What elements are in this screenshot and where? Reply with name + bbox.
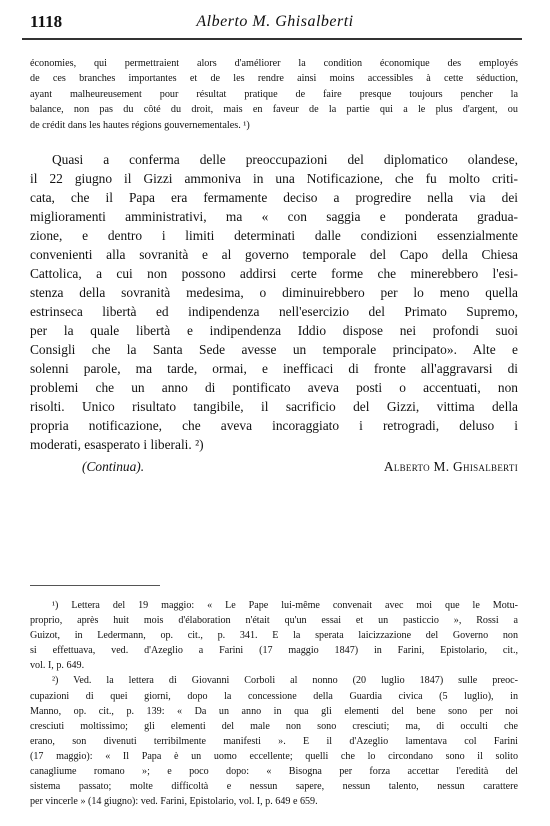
text-line: moderati, esasperato i liberali. ²) (30, 437, 204, 452)
text-line: Consigli che la Santa Sede avesse un temporale principato». Alte e (30, 342, 518, 357)
text-line: de ces branches importantes et de les rendre ainsi moins accessibles à cette séduction, (30, 73, 518, 85)
page-header (30, 12, 520, 36)
text-line: de crédit dans les hautes régions gouvernementales. ¹) (30, 119, 250, 131)
continua-label: (Continua). (82, 459, 145, 474)
footnotes (30, 598, 518, 809)
text-line: miglioramenti amministrativi, ma « con saggia e ponderata gradua- (30, 209, 518, 224)
text-line: problemi che un anno di pontificato aveva posti o accentuati, non (30, 380, 518, 395)
footnote-line: si effettuava, ved. d'Azeglio a Farini (17 maggio 1847) in Farini, Epistolario, cit., (30, 645, 518, 657)
footnote-line: vol. I, p. 649. (30, 660, 85, 672)
footnote-line: proprio, après huit mois d'élaboration n'était qu'un essai et un pasticcio », Rossi a (30, 615, 518, 627)
text-line: solenni parole, ma tarde, ormai, e inefficaci di fronte all'aggravarsi di (30, 361, 518, 376)
text-line: zione, e dentro i limiti determinati dalle condizioni essenzialmente (30, 228, 518, 243)
footnote-line: ¹) Lettera del 19 maggio: « Le Pape lui-même convenait avec moi que le Motu- (52, 600, 518, 611)
top-paragraph (30, 56, 518, 133)
footnote-line: cupazioni di quei giorni, dopo la concessione della Guardia civica (5 luglio), in (30, 690, 518, 702)
footnote-line: erano, son divenuti terribilmente manifesti ». E il d'Azeglio lamentava col Farini (30, 735, 518, 747)
text-line: balance, non pas du côté du droit, mais en faveur de la partie qui a le plus d'argent, ou (30, 104, 518, 116)
footnote-line: (17 maggio): « Il Papa è un uomo eccellente; quelli che lo circondano sono il solito (30, 750, 518, 762)
footnote-line: Guizot, in Ledermann, op. cit., p. 341. E la sperata laicizzazione del Governo non (30, 630, 518, 642)
text-line: Quasi a conferma delle preoccupazioni del diplomatico olandese, (52, 152, 518, 167)
text-line: risolti. Unico risultato tangibile, il sacrificio del Gizzi, vittima della (30, 399, 518, 414)
footnote-rule (30, 585, 160, 586)
text-line: propria notificazione, che aveva incoraggiato i retrogradi, deluso i (30, 418, 518, 433)
main-paragraph (30, 150, 518, 454)
text-line: convenienti alla sovranità e al governo temporale del Capo della Chiesa (30, 247, 518, 262)
footnote-line: cresciuti moltissimo; gli elementi del male non sono cresciuti; ma, di occulti che (30, 720, 518, 732)
signature-line (82, 459, 518, 475)
text-line: ayant malheureusement pour résultat pratique de faire presque toujours pencher la (30, 88, 518, 100)
text-line: cata, che il Papa era fermamente deciso a progredire nella via dei (30, 190, 518, 205)
header-rule (22, 38, 522, 40)
footnote-line: per vincerle » (14 giugno): ved. Farini, Epistolario, vol. I, p. 649 e 659. (30, 796, 318, 808)
text-line: Cattolica, a cui non possono addirsi certe forme che minerebbero l'esi- (30, 266, 518, 281)
text-line: il 22 giugno il Gizzi ammoniva in una Notificazione, che fu molto criti- (30, 171, 518, 186)
text-line: stenza della sovranità medesima, o diminuirebbero per lo meno quella (30, 285, 518, 300)
author-signature: Alberto M. Ghisalberti (383, 459, 518, 474)
footnote-line: ²) Ved. la lettera di Giovanni Corboli al nonno (20 luglio 1847) sulle preoc- (52, 675, 518, 687)
text-line: estrinseca libertà ed indipendenza nell'esercizio del Primato Supremo, (30, 304, 518, 319)
text-line: économies, qui permettraient alors d'améliorer la condition économique des employés (30, 58, 518, 69)
footnote-line: sistema passato; molte difficoltà e nessun sapere, nessun talento, nessun carattere (30, 781, 518, 793)
page-number: 1118 (30, 12, 63, 31)
text-line: per la quale libertà e indipendenza Iddio dispose nei profondi suoi (30, 323, 518, 338)
footnote-line: Manno, op. cit., p. 139: « Da un anno in qua gli elementi del bene sono per noi (30, 705, 518, 717)
footnote-line: canagliume romano »; e poco dopo: « Bisogna per forza accettar l'eredità del (30, 766, 518, 778)
running-head: Alberto M. Ghisalberti (196, 13, 354, 30)
